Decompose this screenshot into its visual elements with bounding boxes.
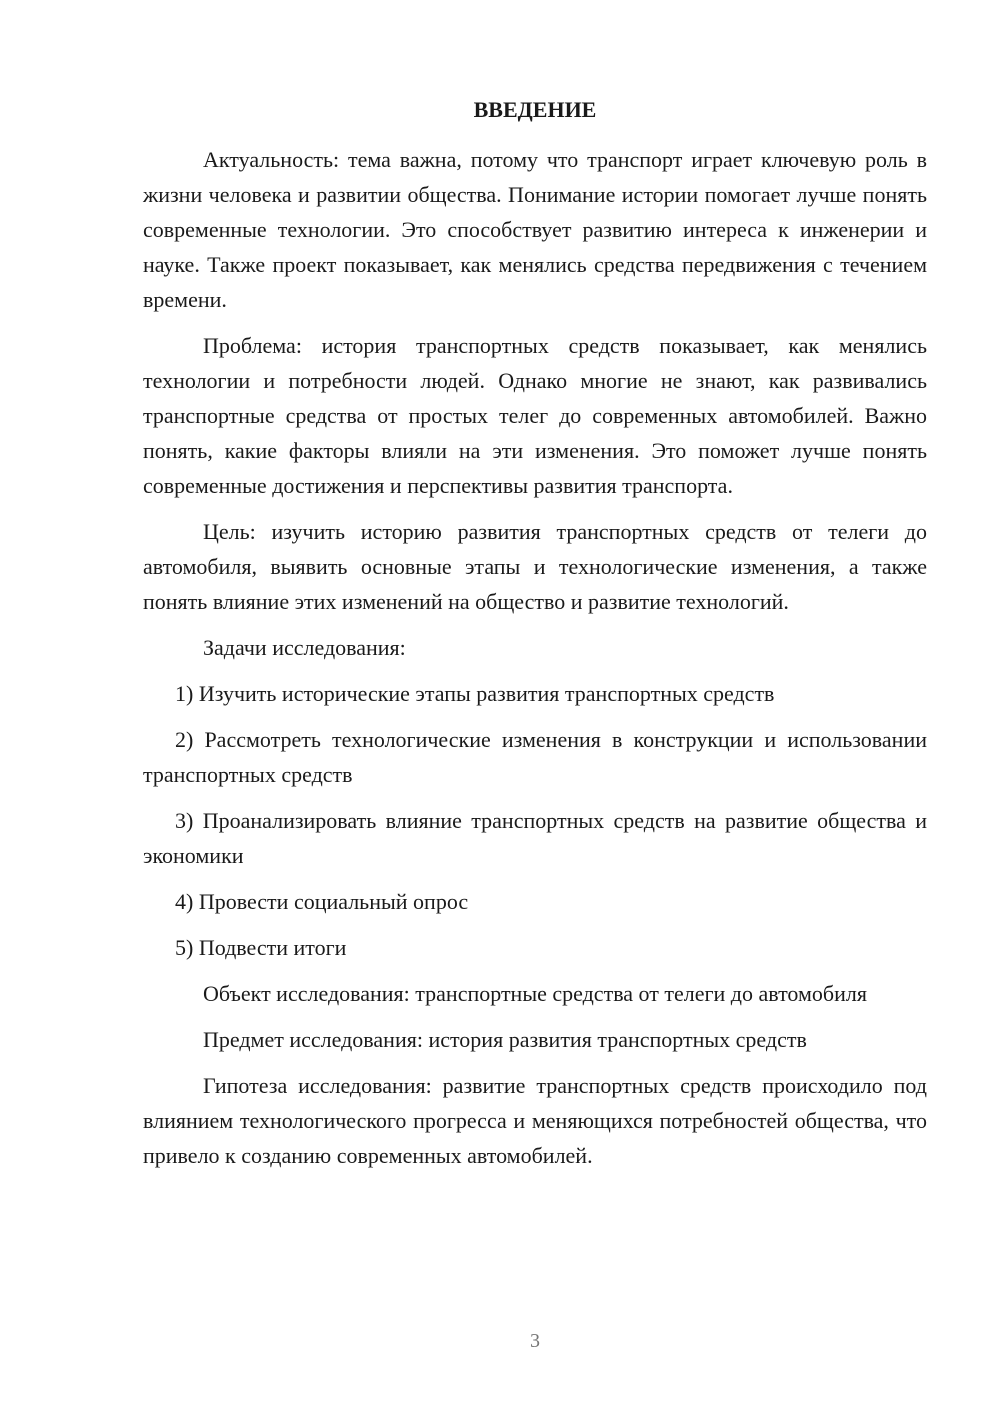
- tasks-heading: Задачи исследования:: [203, 635, 406, 660]
- object-paragraph: Объект исследования: транспортные средства от телеги до автомобиля: [203, 981, 867, 1006]
- document-page: [143, 92, 927, 1184]
- task-item: 2) Рассмотреть технологические изменения в конструкции и использовании транспортных средств: [143, 727, 927, 787]
- task-item: 5) Подвести итоги: [175, 935, 347, 960]
- subject-paragraph: Предмет исследования: история развития транспортных средств: [203, 1027, 807, 1052]
- task-item: 3) Проанализировать влияние транспортных средств на развитие общества и экономики: [143, 808, 927, 868]
- goal-paragraph: Цель: изучить историю развития транспортных средств от телеги до автомобиля, выявить основные этапы и технологические изменения, а также понять влияние этих изменений на общество и развитие технологий.: [143, 519, 927, 614]
- problem-paragraph: Проблема: история транспортных средств показывает, как менялись технологии и потребности людей. Однако многие не знают, как развивались транспортные средства от простых телег до современных автомобилей. Важно понять, какие факторы влияли на эти изменения. Это поможет лучше понять современные достижения и перспективы развития транспорта.: [143, 333, 927, 498]
- task-item: 4) Провести социальный опрос: [175, 889, 469, 914]
- section-title: ВВЕДЕНИЕ: [473, 97, 597, 122]
- relevance-paragraph: Актуальность: тема важна, потому что транспорт играет ключевую роль в жизни человека и развитии общества. Понимание истории помогает лучше понять современные технологии. Это способствует развитию интереса к инженерии и науке. Также проект показывает, как менялись средства передвижения с течением времени.: [143, 147, 927, 312]
- task-item: 1) Изучить исторические этапы развития транспортных средств: [175, 681, 775, 706]
- page-number: 3: [530, 1330, 540, 1352]
- hypothesis-paragraph: Гипотеза исследования: развитие транспортных средств происходило под влиянием технологического прогресса и меняющихся потребностей общества, что привело к созданию современных автомобилей.: [143, 1073, 927, 1168]
